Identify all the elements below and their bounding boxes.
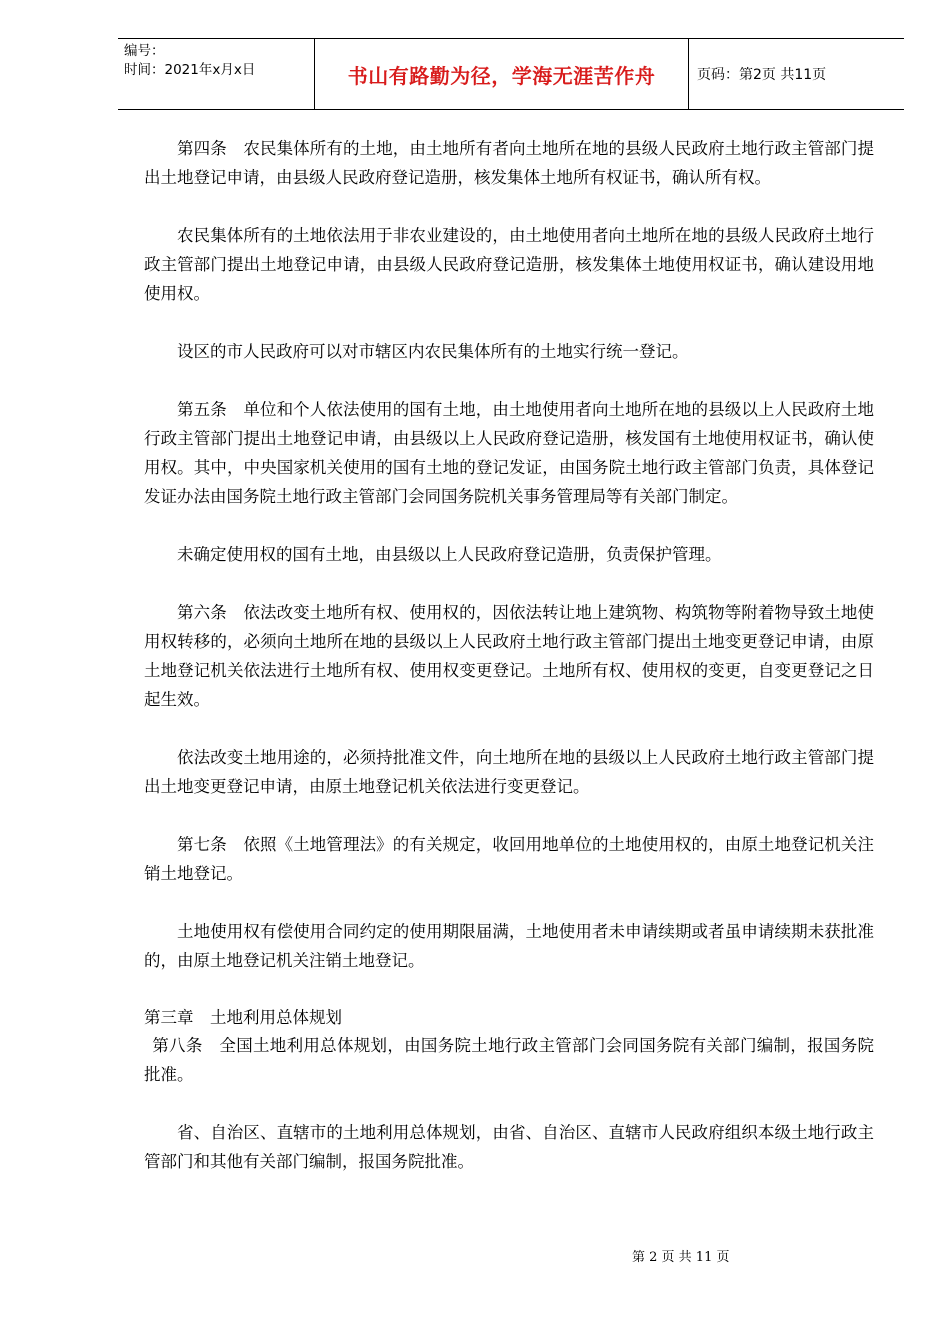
document-body — [144, 134, 874, 1205]
page-header — [118, 38, 904, 110]
paragraph: 第五条 单位和个人依法使用的国有土地，由土地使用者向土地所在地的县级以上人民政府土地行政主管部门提出土地登记申请，由县级以上人民政府登记造册，核发国有土地使用权证书，确认使用权。其中，中央国家机关使用的国有土地的登记发证，由国务院土地行政主管部门负责，具体登记发证办法由国务院土地行政主管部门会同国务院机关事务管理局等有关部门制定。 — [144, 400, 874, 506]
paragraph: 第四条 农民集体所有的土地，由土地所有者向土地所在地的县级人民政府土地行政主管部门提出土地登记申请，由县级人民政府登记造册，核发集体土地所有权证书，确认所有权。 — [144, 139, 874, 187]
page-footer: 第 2 页 共 11 页 — [632, 1250, 730, 1265]
paragraph: 第八条 全国土地利用总体规划，由国务院土地行政主管部门会同国务院有关部门编制，报国务院批准。 — [144, 1036, 874, 1084]
paragraph: 未确定使用权的国有土地，由县级以上人民政府登记造册，负责保护管理。 — [177, 545, 722, 564]
header-meta — [118, 39, 315, 109]
paragraph: 第七条 依照《土地管理法》的有关规定，收回用地单位的土地使用权的，由原土地登记机关注销土地登记。 — [144, 835, 874, 883]
header-motto: 书山有路勤为径，学海无涯苦作舟 — [315, 39, 689, 109]
header-page-label: 页码：第2页 共11页 — [697, 67, 827, 83]
paragraph: 第六条 依法改变土地所有权、使用权的，因依法转让地上建筑物、构筑物等附着物导致土地使用权转移的，必须向土地所在地的县级以上人民政府土地行政主管部门提出土地变更登记申请，由原土地登记机关依法进行土地所有权、使用权变更登记。土地所有权、使用权的变更，自变更登记之日起生效。 — [144, 603, 874, 709]
paragraph: 省、自治区、直辖市的土地利用总体规划，由省、自治区、直辖市人民政府组织本级土地行政主管部门和其他有关部门编制，报国务院批准。 — [144, 1123, 874, 1171]
date-label: 时间：2021年x月x日 — [124, 62, 256, 78]
serial-number-label: 编号： — [124, 43, 165, 59]
paragraph: 依法改变土地用途的，必须持批准文件，向土地所在地的县级以上人民政府土地行政主管部门提出土地变更登记申请，由原土地登记机关依法进行变更登记。 — [144, 748, 874, 796]
paragraph: 设区的市人民政府可以对市辖区内农民集体所有的土地实行统一登记。 — [177, 342, 689, 361]
paragraph: 土地使用权有偿使用合同约定的使用期限届满，土地使用者未申请续期或者虽申请续期未获批准的，由原土地登记机关注销土地登记。 — [144, 922, 874, 970]
chapter-heading: 第三章 土地利用总体规划 — [144, 1008, 342, 1027]
paragraph: 农民集体所有的土地依法用于非农业建设的，由土地使用者向土地所在地的县级人民政府土地行政主管部门提出土地登记申请，由县级人民政府登记造册，核发集体土地使用权证书，确认建设用地使用权。 — [144, 226, 874, 303]
